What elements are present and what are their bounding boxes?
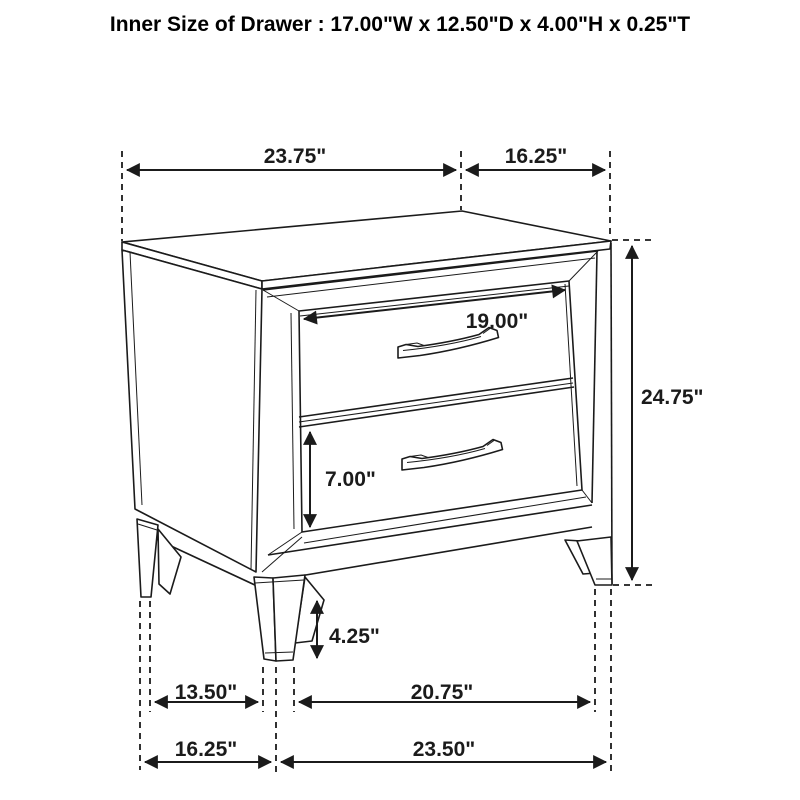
front-left-leg: [254, 575, 324, 661]
label-top-width: 23.75": [263, 145, 327, 168]
label-leg-height: 4.25": [329, 625, 380, 648]
label-top-depth: 16.25": [504, 145, 568, 168]
label-drawer-face-width: 19.00": [465, 310, 529, 333]
diagram-title: Inner Size of Drawer : 17.00"W x 12.50"D x 4.00"H x 0.25"T: [109, 13, 691, 36]
nightstand-drawing: [122, 211, 612, 661]
label-floor-front-span: 20.75": [410, 681, 474, 704]
label-floor-side-span: 13.50": [174, 681, 238, 704]
label-floor-front-width: 23.50": [412, 738, 476, 761]
back-left-leg: [137, 519, 181, 597]
front-right-leg: [565, 537, 612, 585]
label-floor-side-depth: 16.25": [174, 738, 238, 761]
label-overall-height: 24.75": [641, 386, 704, 409]
label-lower-drawer-height: 7.00": [325, 468, 376, 491]
